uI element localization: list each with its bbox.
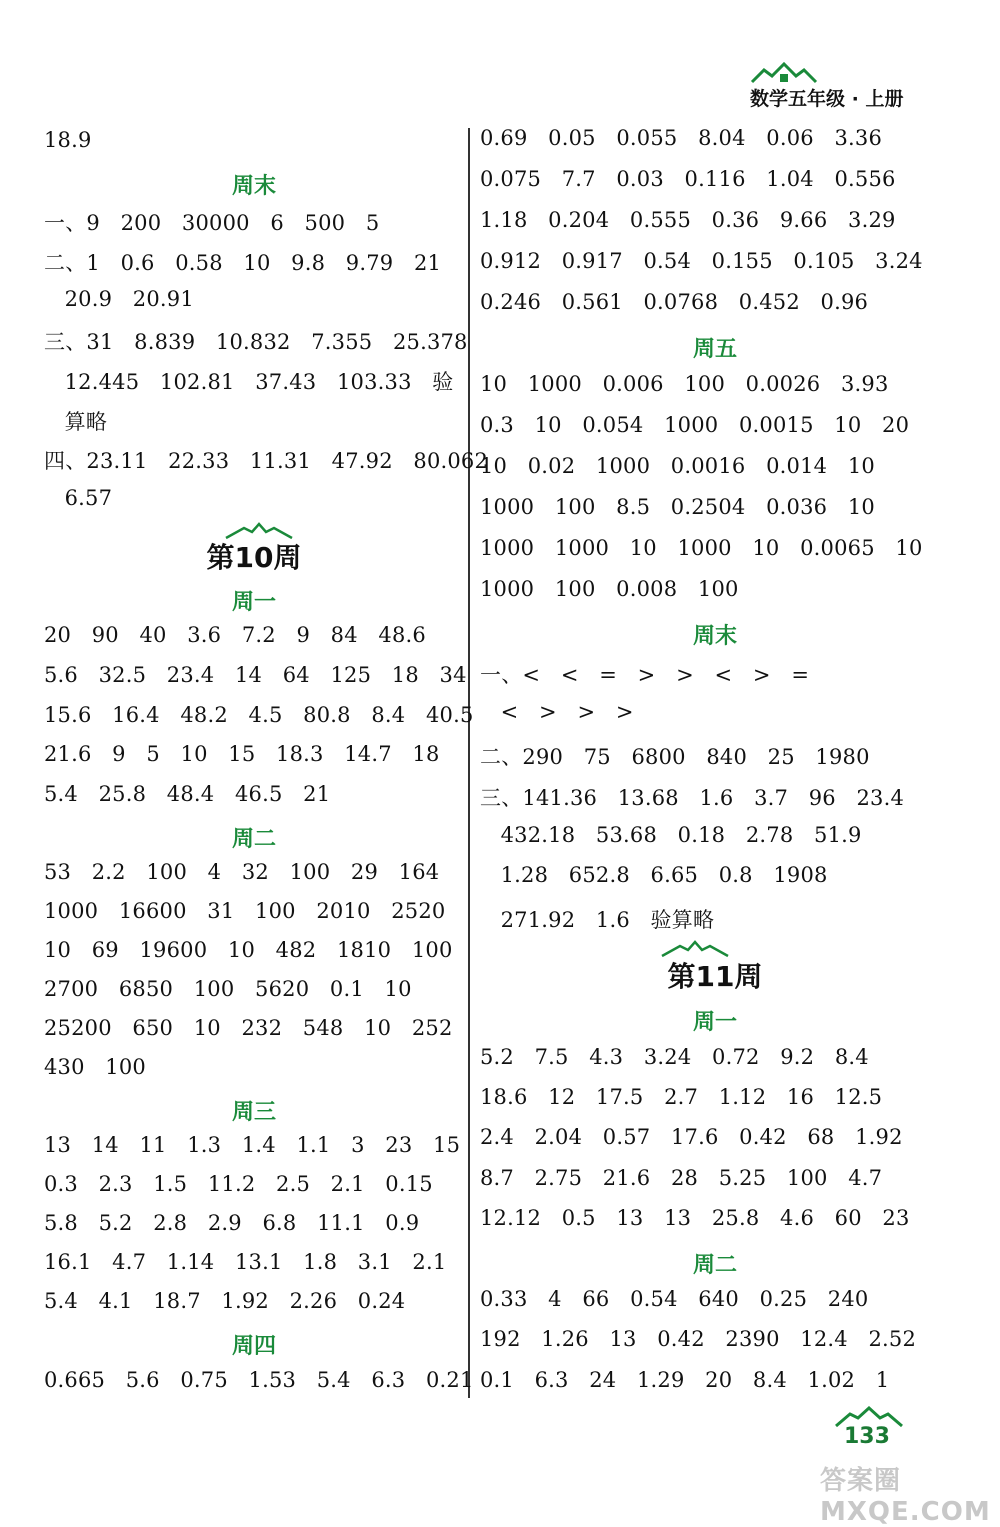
answer-line: 0.3 2.3 1.5 11.2 2.5 2.1 0.15	[44, 1172, 433, 1196]
answer-line: 0.69 0.05 0.055 8.04 0.06 3.36	[480, 126, 883, 150]
house-roof-icon	[750, 62, 820, 86]
answer-line: 0.33 4 66 0.54 640 0.25 240	[480, 1287, 869, 1311]
answer-line: 1.18 0.204 0.555 0.36 9.66 3.29	[480, 208, 896, 232]
answer-line: 0.075 7.7 0.03 0.116 1.04 0.556	[480, 167, 896, 191]
answer-line: 1000 100 0.008 100	[480, 577, 739, 601]
week-heading-11: 第11周	[667, 960, 763, 993]
answer-line: 16.1 4.7 1.14 13.1 1.8 3.1 2.1	[44, 1250, 447, 1274]
answer-line: 0.665 5.6 0.75 1.53 5.4 6.3 0.21	[44, 1368, 474, 1392]
answer-line: 5.4 4.1 18.7 1.92 2.26 0.24	[44, 1289, 406, 1313]
answer-line: 一、9 200 30000 6 500 5	[44, 211, 380, 235]
answer-line: 5.4 25.8 48.4 46.5 21	[44, 782, 331, 806]
answer-line: 10 1000 0.006 100 0.0026 3.93	[480, 372, 889, 396]
answer-line: 13 14 11 1.3 1.4 1.1 3 23 15	[44, 1133, 461, 1157]
day-heading-wednesday: 周三	[231, 1100, 276, 1125]
answer-line: 8.7 2.75 21.6 28 5.25 100 4.7	[480, 1166, 883, 1190]
answer-line: 5.2 7.5 4.3 3.24 0.72 9.2 8.4	[480, 1045, 869, 1069]
day-heading-friday: 周五	[692, 337, 737, 362]
answer-line: 21.6 9 5 10 15 18.3 14.7 18	[44, 742, 440, 766]
answer-line: 25200 650 10 232 548 10 252	[44, 1016, 453, 1040]
column-divider	[468, 128, 470, 1398]
answer-line: 53 2.2 100 4 32 100 29 164	[44, 860, 440, 884]
answer-line: 432.18 53.68 0.18 2.78 51.9	[480, 823, 862, 847]
answer-line: 20 90 40 3.6 7.2 9 84 48.6	[44, 623, 426, 647]
answer-line: < > > >	[480, 700, 634, 724]
answer-line: 18.9	[44, 128, 92, 152]
day-heading-thursday: 周四	[231, 1334, 276, 1359]
answer-line: 12.445 102.81 37.43 103.33 验	[44, 370, 454, 394]
answer-line: 18.6 12 17.5 2.7 1.12 16 12.5	[480, 1085, 883, 1109]
answer-line: 1000 1000 10 1000 10 0.0065 10	[480, 536, 923, 560]
answer-line: 15.6 16.4 48.2 4.5 80.8 8.4 40.5	[44, 703, 474, 727]
answer-line: 192 1.26 13 0.42 2390 12.4 2.52	[480, 1327, 917, 1351]
answer-line: 0.912 0.917 0.54 0.155 0.105 3.24	[480, 249, 923, 273]
day-heading-monday: 周一	[231, 590, 276, 615]
answer-line: 2700 6850 100 5620 0.1 10	[44, 977, 412, 1001]
answer-line: 10 0.02 1000 0.0016 0.014 10	[480, 454, 875, 478]
answer-line: 1000 100 8.5 0.2504 0.036 10	[480, 495, 875, 519]
answer-line: 四、23.11 22.33 11.31 47.92 80.062	[44, 449, 489, 473]
answer-line: 0.246 0.561 0.0768 0.452 0.96	[480, 290, 869, 314]
day-heading-monday: 周一	[692, 1010, 737, 1035]
answer-line: 20.9 20.91	[44, 287, 194, 311]
answer-line: 10 69 19600 10 482 1810 100	[44, 938, 453, 962]
answer-line: 1000 16600 31 100 2010 2520	[44, 899, 446, 923]
watermark: 答案圈 MXQE.COM	[820, 1466, 991, 1527]
week-heading-10: 第10周	[206, 541, 302, 574]
answer-line: 271.92 1.6 验算略	[480, 908, 715, 932]
answer-line: 12.12 0.5 13 13 25.8 4.6 60 23	[480, 1206, 910, 1230]
answer-line: 三、31 8.839 10.832 7.355 25.378	[44, 330, 468, 354]
answer-line: 430 100	[44, 1055, 146, 1079]
answer-line: 算略	[44, 410, 108, 434]
day-heading-tuesday: 周二	[231, 827, 276, 852]
answer-line: 二、290 75 6800 840 25 1980	[480, 745, 870, 769]
answer-line: 1.28 652.8 6.65 0.8 1908	[480, 863, 828, 887]
answer-line: 一、< < = > > < > =	[480, 663, 810, 687]
answer-line: 5.6 32.5 23.4 14 64 125 18 34	[44, 663, 467, 687]
page-header	[750, 62, 920, 112]
answer-line: 二、1 0.6 0.58 10 9.8 9.79 21	[44, 251, 442, 275]
answer-line: 0.3 10 0.054 1000 0.0015 10 20	[480, 413, 910, 437]
answer-line: 2.4 2.04 0.57 17.6 0.42 68 1.92	[480, 1125, 903, 1149]
answer-line: 0.1 6.3 24 1.29 20 8.4 1.02 1	[480, 1368, 890, 1392]
page-number: 133	[844, 1424, 890, 1449]
answer-line: 三、141.36 13.68 1.6 3.7 96 23.4	[480, 786, 905, 810]
day-heading-tuesday: 周二	[692, 1253, 737, 1278]
day-heading-weekend: 周末	[692, 624, 737, 649]
book-title: 数学五年级 · 上册	[750, 88, 904, 110]
day-heading-weekend: 周末	[231, 174, 276, 199]
answer-line: 6.57	[44, 486, 113, 510]
page-number-badge	[834, 1406, 904, 1456]
answer-line: 5.8 5.2 2.8 2.9 6.8 11.1 0.9	[44, 1211, 420, 1235]
